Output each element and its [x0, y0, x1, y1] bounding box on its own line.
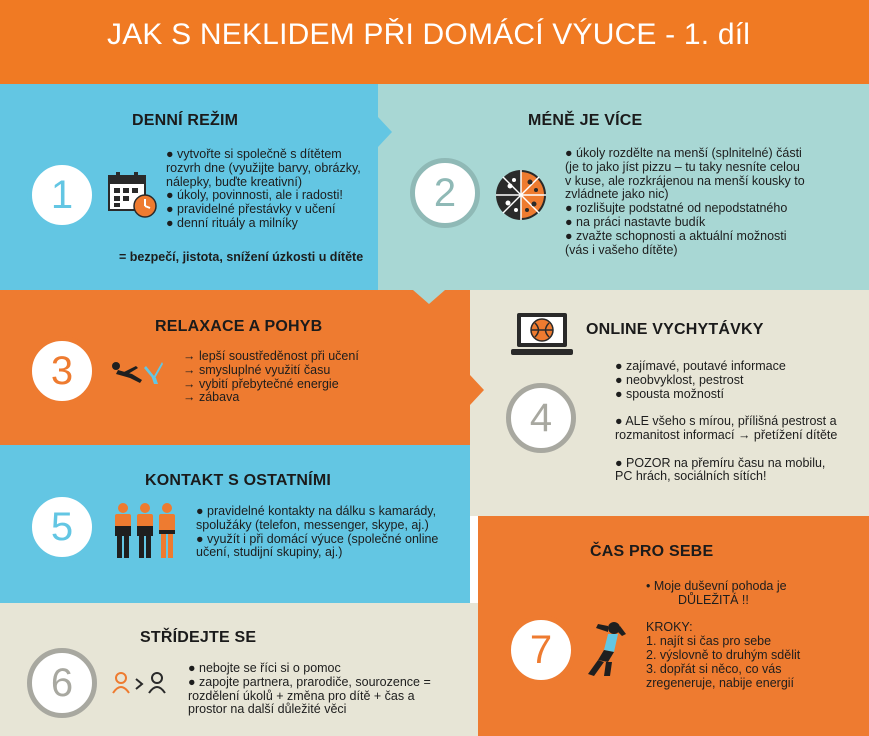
list-item: → lepší soustředěnost při učení — [183, 349, 359, 363]
list-item: ● nebojte se říci si o pomoc — [188, 661, 341, 675]
list-item: ● pravidelné přestávky v učení — [166, 202, 336, 217]
section-2-text — [565, 147, 805, 257]
list-item: zvládnete jako nic) — [565, 187, 669, 202]
list-item: ● úkoly rozdělte na menší (splnitelné) části — [565, 146, 802, 160]
list-item: ● denní rituály a milníky — [166, 215, 298, 230]
list-item: • Moje duševní pohoda je — [646, 579, 787, 593]
arrow-3 — [470, 375, 484, 405]
section-6-number: 6 — [27, 648, 97, 718]
laptop-icon — [509, 309, 575, 359]
section-7-text — [646, 580, 800, 690]
list-item: ● pravidelné kontakty na dálku s kamarády, — [196, 504, 437, 518]
list-item: 1. najít si čas pro sebe — [646, 634, 772, 649]
list-item: zregeneruje, nabije energií — [646, 675, 795, 690]
section-1-result: = bezpečí, jistota, snížení úzkosti u dítěte — [119, 250, 364, 264]
list-item: → vybití přebytečné energie — [183, 376, 339, 391]
list-item: prostor na další důležité věci — [188, 702, 347, 717]
list-item: nálepky, buďte kreativní) — [166, 174, 302, 189]
page-title: JAK S NEKLIDEM PŘI DOMÁCÍ VÝUCE - 1. díl — [107, 18, 751, 51]
section-3-title: RELAXACE A POHYB — [155, 318, 323, 335]
section-1-text — [166, 148, 361, 231]
list-item — [615, 443, 837, 457]
list-item: KROKY: — [646, 620, 693, 635]
list-item — [615, 401, 837, 415]
list-item: ● vytvořte si společně s dítětem — [166, 147, 342, 161]
section-3-text — [183, 350, 359, 405]
section-1-number: 1 — [27, 160, 97, 230]
swap-person-icon — [112, 671, 170, 695]
arrow-2 — [413, 290, 445, 304]
pizza-icon — [494, 168, 548, 222]
list-item: ● zajímavé, poutavé informace — [615, 359, 786, 373]
list-item: 2. výslovně to druhým sdělit — [646, 647, 801, 662]
section-2-title: MÉNĚ JE VÍCE — [528, 112, 643, 129]
list-item: DŮLEŽITÁ !! — [678, 592, 749, 607]
section-4-title: ONLINE VYCHYTÁVKY — [586, 321, 764, 338]
arrow-1 — [378, 117, 392, 147]
people-icon — [112, 502, 178, 560]
section-6-title: STŘÍDEJTE SE — [140, 629, 257, 646]
list-item: ● zvažte schopnosti a aktuální možnosti — [565, 228, 787, 243]
list-item — [646, 608, 800, 622]
relaxing-person-icon — [584, 620, 630, 678]
list-item: ● úkoly, povinnosti, ale i radosti! — [166, 188, 343, 203]
exercise-icon — [110, 358, 164, 388]
list-item: spolužáky (telefon, messenger, skype, aj.) — [196, 517, 429, 532]
list-item: ● využít i při domácí výuce (společné online — [196, 531, 439, 546]
section-3-number: 3 — [27, 336, 97, 406]
header-bar — [0, 0, 869, 84]
list-item: PC hrách, sociálních sítích! — [615, 469, 767, 484]
list-item: v kuse, ale rozkrájenou na menší kousky to — [565, 173, 805, 188]
list-item: rozdělení úkolů + změna pro dítě + čas a — [188, 688, 415, 703]
list-item: ● ALE všeho s mírou, přílišná pestrost a — [615, 414, 837, 429]
section-6-text — [188, 662, 431, 717]
list-item: ● neobvyklost, pestrost — [615, 372, 744, 387]
list-item: ● rozlišujte podstatné od nepodstatného — [565, 201, 788, 216]
list-item: → zábava — [183, 390, 240, 405]
section-5-text — [196, 505, 438, 560]
section-7-title: ČAS PRO SEBE — [590, 543, 714, 560]
list-item: ● POZOR na přemíru času na mobilu, — [615, 455, 826, 470]
list-item: ● na práci nastavte budík — [565, 214, 706, 229]
calendar-clock-icon — [107, 170, 159, 220]
section-5-title: KONTAKT S OSTATNÍMI — [145, 472, 332, 489]
list-item: rozvrh dne (využijte barvy, obrázky, — [166, 160, 361, 175]
section-2-number: 2 — [410, 158, 480, 228]
list-item: (je to jako jíst pizzu – tu taky nesníte celou — [565, 159, 800, 174]
list-item: učení, studijní skupiny, aj.) — [196, 545, 343, 560]
list-item: ● zapojte partnera, prarodiče, sourozence = — [188, 674, 431, 689]
list-item: ● spousta možností — [615, 386, 724, 401]
list-item: rozmanitost informací → přetížení dítěte — [615, 427, 838, 442]
section-1-title: DENNÍ REŽIM — [132, 112, 239, 129]
section-7-number: 7 — [506, 615, 576, 685]
list-item: 3. dopřát si něco, co vás — [646, 661, 782, 676]
section-4-text — [615, 360, 837, 484]
section-5-number: 5 — [27, 492, 97, 562]
list-item: (vás i vašeho dítěte) — [565, 242, 678, 257]
section-4-number: 4 — [506, 383, 576, 453]
list-item: → smysluplné využití času — [183, 362, 331, 377]
